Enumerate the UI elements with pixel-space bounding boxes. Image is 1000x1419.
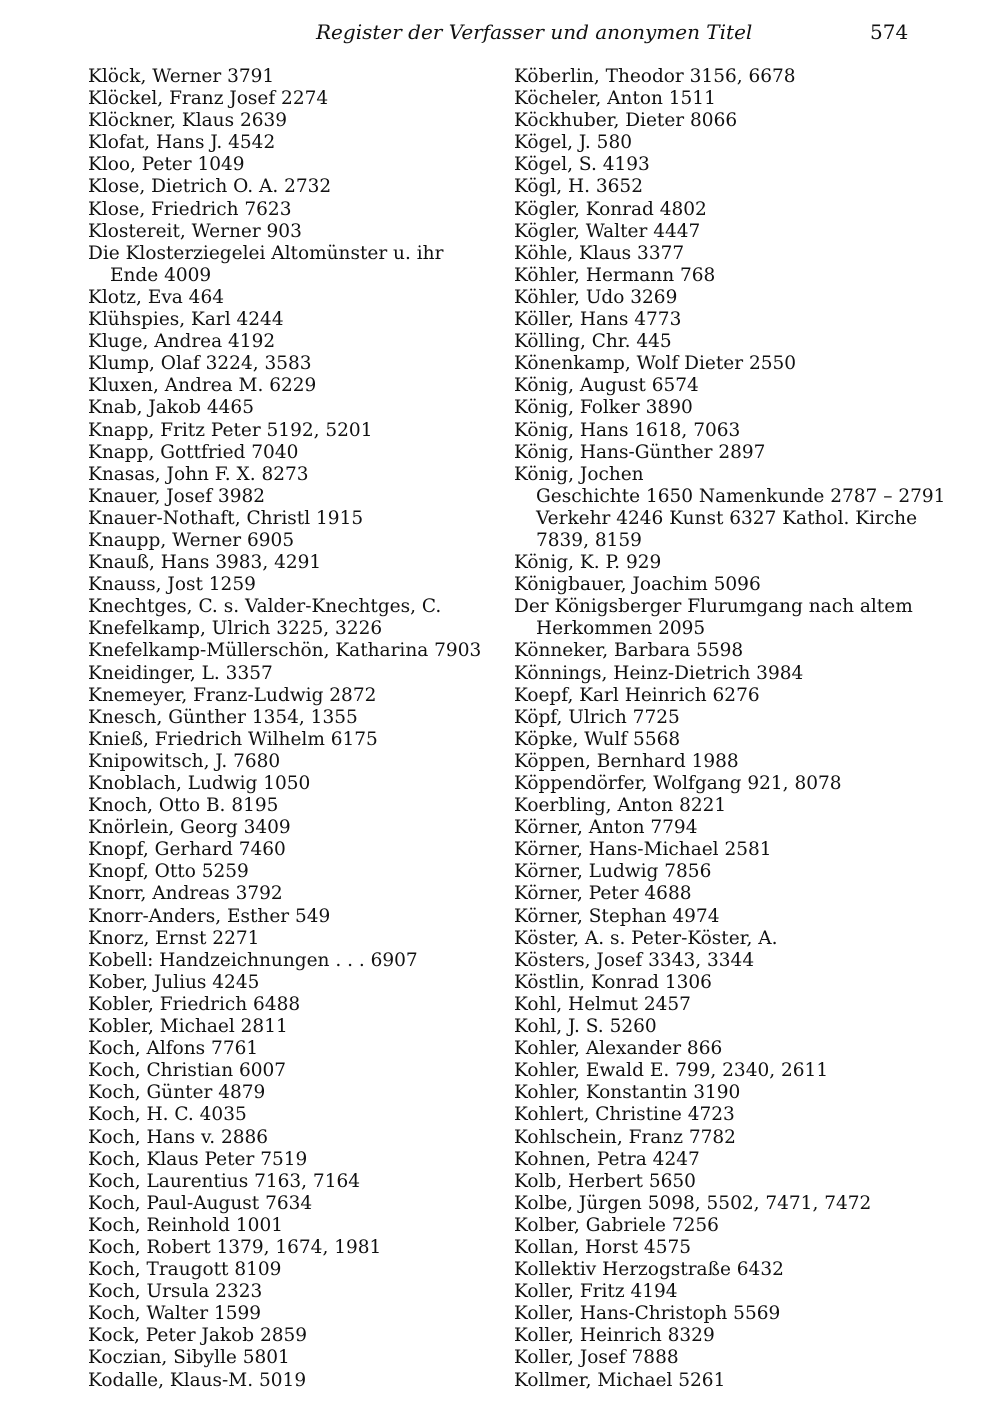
index-entry-text: Klostereit, Werner 903 xyxy=(88,220,302,242)
index-entry-text: Koepf, Karl Heinrich 6276 xyxy=(514,684,760,706)
index-entry xyxy=(514,861,954,883)
index-entry xyxy=(88,331,518,353)
index-entry xyxy=(514,685,954,707)
index-entry-text: Knemeyer, Franz-Ludwig 2872 xyxy=(88,684,377,706)
index-entry-text: Klose, Dietrich O. A. 2732 xyxy=(88,176,332,198)
index-entry xyxy=(514,795,954,817)
index-entry-text: Kolbe, Jürgen 5098, 5502, 7471, 7472 xyxy=(514,1192,872,1214)
index-entry xyxy=(88,906,518,928)
index-entry-text: Koch, H. C. 4035 xyxy=(88,1104,247,1126)
index-entry xyxy=(514,1281,954,1303)
index-entry-text: Kollmer, Michael 5261 xyxy=(514,1369,726,1391)
index-entry xyxy=(88,1259,518,1281)
index-entry xyxy=(514,1171,954,1193)
index-entry-text: Klühspies, Karl 4244 xyxy=(88,309,284,331)
index-entry xyxy=(514,397,954,419)
index-entry-text: Knopf, Otto 5259 xyxy=(88,861,249,883)
index-entry-text: Könneker, Barbara 5598 xyxy=(514,640,744,662)
index-entry-text: Könnings, Heinz-Dietrich 3984 xyxy=(514,662,804,684)
index-entry-text: Kohler, Konstantin 3190 xyxy=(514,1082,741,1104)
index-entry-text: Koch, Traugott 8109 xyxy=(88,1259,282,1281)
index-entry-text: Kögler, Walter 4447 xyxy=(514,220,701,242)
index-entry xyxy=(514,221,954,243)
index-entry-text: Knauß, Hans 3983, 4291 xyxy=(88,552,322,574)
index-entry xyxy=(88,685,518,707)
index-entry-text: Köpf, Ulrich 7725 xyxy=(514,706,680,728)
index-entry xyxy=(88,574,518,596)
index-entry xyxy=(514,1149,954,1171)
index-entry-text: Koller, Fritz 4194 xyxy=(514,1281,678,1303)
index-entry-text: Köster, A. s. Peter-Köster, A. xyxy=(514,927,778,949)
index-entry xyxy=(88,1215,518,1237)
index-entry xyxy=(88,640,518,662)
index-entry-text: Knauss, Jost 1259 xyxy=(88,574,256,596)
index-entry-text: Köckhuber, Dieter 8066 xyxy=(514,110,738,132)
index-entry xyxy=(88,972,518,994)
index-entry-text: Koch, Christian 6007 xyxy=(88,1060,287,1082)
index-entry xyxy=(514,199,954,221)
index-entry xyxy=(88,1104,518,1126)
index-entry xyxy=(514,1215,954,1237)
index-entry-text: Kluge, Andrea 4192 xyxy=(88,331,276,353)
index-entry xyxy=(514,1082,954,1104)
index-entry-text: Kodalle, Klaus-M. 5019 xyxy=(88,1369,307,1391)
index-entry-text: Koller, Hans-Christoph 5569 xyxy=(514,1303,781,1325)
index-entry xyxy=(514,420,954,442)
index-entry xyxy=(88,1325,518,1347)
index-entry-text: Knechtges, C. s. Valder-Knechtges, C. xyxy=(88,596,442,618)
index-entry-text: König, Folker 3890 xyxy=(514,397,693,419)
index-entry xyxy=(514,375,954,397)
index-entry-text: Koch, Robert 1379, 1674, 1981 xyxy=(88,1236,382,1258)
index-entry xyxy=(514,243,954,265)
index-entry-text: Kögl, H. 3652 xyxy=(514,176,643,198)
index-entry-text: Knab, Jakob 4465 xyxy=(88,397,254,419)
index-entry xyxy=(514,1325,954,1347)
index-entry xyxy=(514,132,954,154)
index-entry xyxy=(514,442,954,464)
index-entry xyxy=(514,1060,954,1082)
index-entry xyxy=(514,176,954,198)
index-entry-text: König, Hans 1618, 7063 xyxy=(514,419,741,441)
index-entry xyxy=(514,729,954,751)
index-entry xyxy=(88,110,518,132)
index-entry-text: Knörlein, Georg 3409 xyxy=(88,817,291,839)
index-entry-text: Körner, Peter 4688 xyxy=(514,883,692,905)
index-entry xyxy=(88,1193,518,1215)
index-entry xyxy=(514,839,954,861)
index-entry xyxy=(514,817,954,839)
index-entry-text: Kock, Peter Jakob 2859 xyxy=(88,1325,308,1347)
index-entry-text: Kögel, J. 580 xyxy=(514,132,632,154)
index-entry-continuation: Verkehr 4246 Kunst 6327 Kathol. Kirche xyxy=(536,507,918,529)
index-entry-text: Kohl, J. S. 5260 xyxy=(514,1016,657,1038)
index-entry-text: Knauer-Nothaft, Christl 1915 xyxy=(88,507,364,529)
index-entry-text: Kohler, Ewald E. 799, 2340, 2611 xyxy=(514,1060,829,1082)
index-entry xyxy=(88,530,518,552)
index-entry-text: Knopf, Gerhard 7460 xyxy=(88,839,286,861)
index-entry xyxy=(88,795,518,817)
index-entry xyxy=(514,751,954,773)
index-entry-text: Köberlin, Theodor 3156, 6678 xyxy=(514,66,796,87)
index-entry-text: Knoblach, Ludwig 1050 xyxy=(88,773,311,794)
index-entry-text: Kögel, S. 4193 xyxy=(514,154,650,176)
index-entry xyxy=(88,1171,518,1193)
index-entry xyxy=(88,928,518,950)
index-entry xyxy=(88,154,518,176)
index-entry-text: Koerbling, Anton 8221 xyxy=(514,795,727,817)
index-entry xyxy=(514,640,954,662)
index-entry-text: Kober, Julius 4245 xyxy=(88,971,260,993)
index-entry xyxy=(514,1016,954,1038)
index-entry xyxy=(514,1347,954,1369)
index-entry xyxy=(514,309,954,331)
index-entry-text: Köpke, Wulf 5568 xyxy=(514,728,681,750)
index-entry xyxy=(88,1082,518,1104)
index-entry xyxy=(88,442,518,464)
index-entry-text: Körner, Hans-Michael 2581 xyxy=(514,839,772,861)
index-entry-text: König, Hans-Günther 2897 xyxy=(514,441,766,463)
index-entry xyxy=(88,1370,518,1392)
index-entry xyxy=(88,508,518,530)
index-entry-text: Koch, Hans v. 2886 xyxy=(88,1126,269,1148)
index-entry-text: König, August 6574 xyxy=(514,375,699,397)
index-entry xyxy=(88,420,518,442)
index-entry xyxy=(88,287,518,309)
index-entry-text: Kohl, Helmut 2457 xyxy=(514,993,691,1015)
index-entry-text: Kögler, Konrad 4802 xyxy=(514,198,707,220)
index-entry xyxy=(514,1259,954,1281)
index-entry xyxy=(88,1281,518,1303)
index-entry xyxy=(88,773,518,795)
index-entry xyxy=(514,1193,954,1215)
page-number: 574 xyxy=(870,20,909,44)
index-entry-text: Koczian, Sibylle 5801 xyxy=(88,1347,290,1369)
index-entry-text: Kohnen, Petra 4247 xyxy=(514,1148,700,1170)
index-entry xyxy=(514,331,954,353)
index-entry-text: Körner, Stephan 4974 xyxy=(514,905,720,927)
index-entry xyxy=(514,287,954,309)
index-entry-text: Knefelkamp, Ulrich 3225, 3226 xyxy=(88,618,383,640)
index-entry-text: Klotz, Eva 464 xyxy=(88,286,224,308)
page-header xyxy=(0,18,1000,52)
index-entry-text: Knapp, Gottfried 7040 xyxy=(88,441,299,463)
index-entry xyxy=(88,66,518,88)
index-entry-text: Der Königsberger Flurumgang nach altem xyxy=(514,596,913,618)
index-entry xyxy=(88,176,518,198)
index-entry-text: Kösters, Josef 3343, 3344 xyxy=(514,949,755,971)
index-entry-text: Kobler, Friedrich 6488 xyxy=(88,993,301,1015)
index-entry-continuation: Geschichte 1650 Namenkunde 2787 – 2791 xyxy=(536,485,946,507)
index-entry xyxy=(88,1060,518,1082)
index-entry-text: Körner, Ludwig 7856 xyxy=(514,861,712,883)
index-entry-text: Kollektiv Herzogstraße 6432 xyxy=(514,1259,784,1281)
index-entry xyxy=(88,663,518,685)
index-entry xyxy=(88,397,518,419)
index-entry-text: Kohler, Alexander 866 xyxy=(514,1038,723,1060)
index-entry xyxy=(88,486,518,508)
index-entry-text: Knipowitsch, J. 7680 xyxy=(88,750,281,772)
index-entry-text: Kloo, Peter 1049 xyxy=(88,154,245,176)
index-entry-text: Koch, Klaus Peter 7519 xyxy=(88,1148,308,1170)
index-entry-text: Knorz, Ernst 2271 xyxy=(88,927,260,949)
index-entry-text: Königbauer, Joachim 5096 xyxy=(514,574,761,596)
index-entry xyxy=(88,221,518,243)
index-entry-text: Koch, Walter 1599 xyxy=(88,1303,262,1325)
index-entry-text: Koch, Reinhold 1001 xyxy=(88,1214,283,1236)
index-entry xyxy=(514,552,954,574)
index-entry xyxy=(514,353,954,375)
index-entry xyxy=(514,154,954,176)
index-entry xyxy=(88,817,518,839)
index-entry-text: Köhle, Klaus 3377 xyxy=(514,242,685,264)
index-entry xyxy=(88,199,518,221)
index-entry-text: König, K. P. 929 xyxy=(514,552,662,574)
index-entry-text: Klofat, Hans J. 4542 xyxy=(88,132,276,154)
index-entry-text: Knesch, Günther 1354, 1355 xyxy=(88,706,358,728)
index-entry-text: Koch, Ursula 2323 xyxy=(88,1281,263,1303)
index-entry-text: Koller, Heinrich 8329 xyxy=(514,1325,715,1347)
index-column-left xyxy=(88,66,518,1392)
index-entry xyxy=(514,883,954,905)
index-entry xyxy=(88,596,518,618)
index-entry-text: Kohlert, Christine 4723 xyxy=(514,1104,735,1126)
index-entry xyxy=(88,353,518,375)
running-title: Register der Verfasser und anonymen Titel xyxy=(316,20,753,44)
index-column-right xyxy=(514,66,954,1392)
index-entry xyxy=(514,574,954,596)
index-entry-text: Knapp, Fritz Peter 5192, 5201 xyxy=(88,419,373,441)
index-entry xyxy=(514,906,954,928)
index-entry xyxy=(514,972,954,994)
index-entry xyxy=(88,1303,518,1325)
index-entry xyxy=(88,1127,518,1149)
index-entry-text: Klöck, Werner 3791 xyxy=(88,66,275,87)
index-entry xyxy=(514,707,954,729)
index-entry-text: Koch, Alfons 7761 xyxy=(88,1038,259,1060)
index-entry-text: Kollan, Horst 4575 xyxy=(514,1236,692,1258)
index-entry-text: Knaupp, Werner 6905 xyxy=(88,529,295,551)
index-entry-text: Kölling, Chr. 445 xyxy=(514,331,672,353)
index-entry-text: Knasas, John F. X. 8273 xyxy=(88,463,309,485)
index-entry xyxy=(514,66,954,88)
index-entry xyxy=(514,265,954,287)
index-entry xyxy=(514,663,954,685)
index-entry xyxy=(88,994,518,1016)
index-entry xyxy=(514,928,954,950)
index-entry-text: Klöckel, Franz Josef 2274 xyxy=(88,88,329,110)
index-entry-text: Knorr, Andreas 3792 xyxy=(88,883,283,905)
index-entry xyxy=(514,110,954,132)
index-entry xyxy=(88,88,518,110)
index-entry xyxy=(88,861,518,883)
index-entry xyxy=(88,464,518,486)
index-entry-text: Köller, Hans 4773 xyxy=(514,309,682,331)
index-entry xyxy=(514,1370,954,1392)
index-entry xyxy=(88,950,518,972)
index-entry xyxy=(514,1104,954,1126)
index-entry-text: Kolber, Gabriele 7256 xyxy=(514,1214,719,1236)
index-entry-text: Die Klosterziegelei Altomünster u. ihr xyxy=(88,242,444,264)
index-entry-text: Kohlschein, Franz 7782 xyxy=(514,1126,736,1148)
index-entry-text: Klump, Olaf 3224, 3583 xyxy=(88,353,312,375)
index-entry xyxy=(88,1237,518,1259)
index-entry-text: Kobler, Michael 2811 xyxy=(88,1016,288,1038)
index-entry-text: Klose, Friedrich 7623 xyxy=(88,198,292,220)
index-entry xyxy=(514,773,954,795)
index-entry-text: Kluxen, Andrea M. 6229 xyxy=(88,375,317,397)
index-entry-text: Knoch, Otto B. 8195 xyxy=(88,795,279,817)
index-entry xyxy=(88,309,518,331)
index-entry-text: Kneidinger, L. 3357 xyxy=(88,662,273,684)
index-entry xyxy=(514,994,954,1016)
index-entry xyxy=(514,596,954,640)
index-entry-text: Köppen, Bernhard 1988 xyxy=(514,750,739,772)
index-entry xyxy=(88,552,518,574)
index-entry xyxy=(514,1237,954,1259)
index-entry xyxy=(514,1038,954,1060)
index-entry xyxy=(514,950,954,972)
index-entry xyxy=(514,464,954,552)
index-entry xyxy=(88,839,518,861)
index-entry-continuation: Ende 4009 xyxy=(110,264,212,286)
index-entry xyxy=(88,1347,518,1369)
index-entry xyxy=(88,1038,518,1060)
index-entry-text: Koch, Laurentius 7163, 7164 xyxy=(88,1170,360,1192)
index-entry-text: Könenkamp, Wolf Dieter 2550 xyxy=(514,353,797,375)
index-entry-text: Knauer, Josef 3982 xyxy=(88,485,266,507)
index-entry-text: Körner, Anton 7794 xyxy=(514,817,698,839)
index-entry-text: Köppendörfer, Wolfgang 921, 8078 xyxy=(514,773,842,794)
index-entry xyxy=(88,132,518,154)
index-entry-continuation: 7839, 8159 xyxy=(536,529,642,551)
index-entry xyxy=(88,751,518,773)
index-entry-continuation: Herkommen 2095 xyxy=(536,618,706,640)
index-entry xyxy=(88,729,518,751)
index-entry-text: König, Jochen xyxy=(514,463,644,485)
index-entry-text: Köhler, Udo 3269 xyxy=(514,286,678,308)
index-entry-text: Köhler, Hermann 768 xyxy=(514,264,716,286)
index-entry xyxy=(514,1127,954,1149)
index-entry xyxy=(88,243,518,287)
index-entry-text: Köstlin, Konrad 1306 xyxy=(514,971,712,993)
index-entry-text: Köcheler, Anton 1511 xyxy=(514,88,716,110)
index-entry-text: Knorr-Anders, Esther 549 xyxy=(88,905,331,927)
index-entry xyxy=(88,1016,518,1038)
index-entry xyxy=(88,375,518,397)
index-entry xyxy=(88,707,518,729)
index-entry xyxy=(88,618,518,640)
index-entry-text: Klöckner, Klaus 2639 xyxy=(88,110,288,132)
index-entry-text: Kobell: Handzeichnungen . . . 6907 xyxy=(88,949,418,971)
index-entry-text: Knefelkamp-Müllerschön, Katharina 7903 xyxy=(88,640,482,662)
index-entry-text: Koller, Josef 7888 xyxy=(514,1347,679,1369)
index-entry-text: Kolb, Herbert 5650 xyxy=(514,1170,696,1192)
index-entry-text: Koch, Günter 4879 xyxy=(88,1082,266,1104)
index-entry xyxy=(514,1303,954,1325)
index-entry xyxy=(88,1149,518,1171)
index-entry-text: Knieß, Friedrich Wilhelm 6175 xyxy=(88,728,378,750)
index-entry xyxy=(514,88,954,110)
index-entry-text: Koch, Paul-August 7634 xyxy=(88,1192,313,1214)
index-entry xyxy=(88,883,518,905)
